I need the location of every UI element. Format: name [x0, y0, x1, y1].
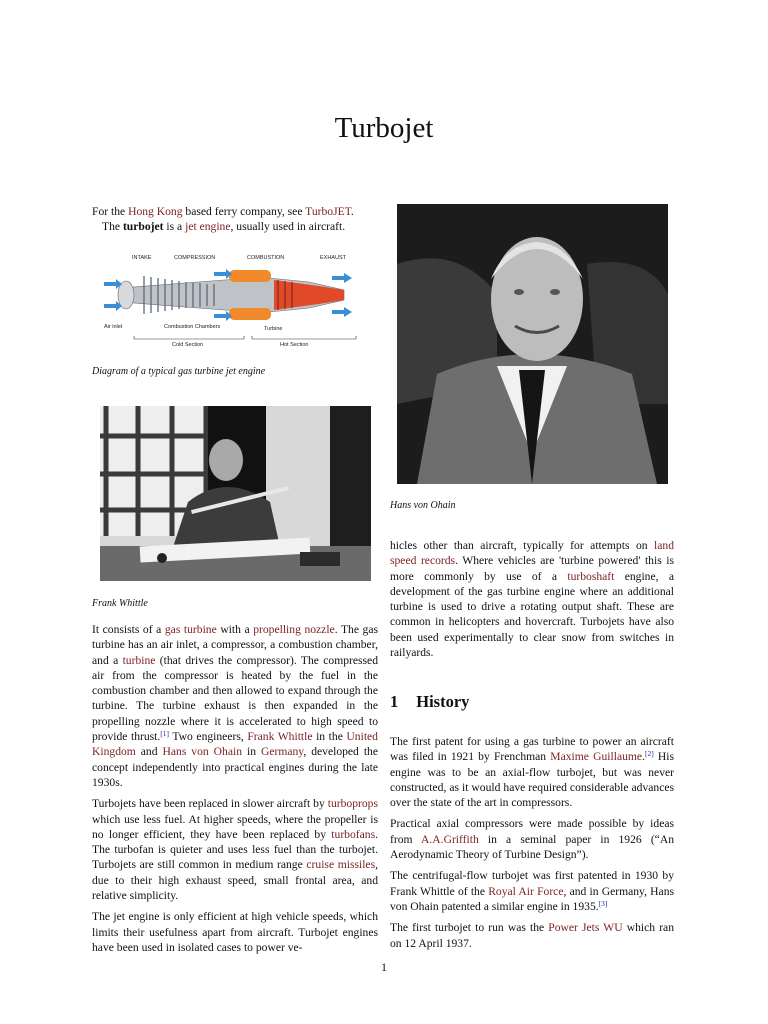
intro-sentence [102, 219, 392, 234]
label-combustion-chambers: Combustion Chambers [164, 324, 221, 330]
whittle-caption: Frank Whittle [92, 598, 148, 609]
link-turboprops[interactable]: turboprops [327, 797, 378, 811]
text-run: in the [312, 730, 347, 744]
label-cold-section: Cold Section [172, 342, 204, 348]
whittle-photo[interactable] [100, 406, 371, 581]
hatnote-text: based ferry company, see [182, 205, 306, 218]
section-title: History [416, 692, 470, 711]
text-run: The centrifugal-flow turbojet was first patented in 1930 by Frank Whittle of the [390, 869, 674, 898]
text-run: . [642, 750, 645, 764]
text-run: The jet engine is only efficient at high vehicle speeds, which limits their usefulness apart from aircraft. Turbojet engines have been used in isolated cases to power ve- [92, 910, 378, 954]
reference-2[interactable]: [2] [644, 749, 654, 759]
link-land-speed-records[interactable]: land speed records [390, 539, 674, 568]
link-cruise-missiles[interactable]: cruise missiles [306, 858, 376, 872]
intro-text: The [102, 220, 123, 233]
right-column-text [390, 538, 674, 666]
text-run: with a [216, 623, 254, 636]
text-run: Two engineers, [169, 730, 248, 744]
history-text [390, 734, 674, 957]
engine-diagram[interactable] [104, 250, 360, 348]
link-turbine[interactable]: turbine [122, 653, 156, 667]
text-run: Practical axial compressors were made possible by ideas from [390, 817, 674, 846]
left-column-text [92, 622, 378, 961]
text-run: (that drives the compressor). The compressed air from the compressor is heated by the fuel in the combustion chamber and then allowed to expand through the turbine. The turbine exhaust is then expanded in the propelling nozzle where it is accelerated to high speed to provide thrust. [92, 653, 378, 744]
link-gas-turbine[interactable]: gas turbine [164, 623, 217, 636]
label-exhaust: EXHAUST [320, 255, 346, 261]
paragraph-replacement [92, 796, 378, 903]
paragraph-vehicles [390, 538, 674, 660]
hatnote-text: . [350, 205, 354, 218]
hatnote-text: For the [92, 205, 129, 218]
text-run: . Where vehicles are 'turbine powered' this is more commonly by use of a [390, 554, 674, 583]
text-run: which ran on 12 April 1937. [390, 921, 674, 950]
text-run: , and in Germany, Hans von Ohain patented a similar engine in 1935. [390, 884, 675, 913]
text-run: The first patent for using a gas turbine to power an aircraft was filed in 1921 by Frenchman [390, 735, 674, 764]
reference-3[interactable]: [3] [598, 898, 608, 908]
link-turbofans[interactable]: turbofans [331, 827, 376, 841]
label-air-inlet: Air inlet [104, 324, 123, 330]
paragraph-first-patent [390, 734, 674, 810]
link-hong-kong[interactable]: Hong Kong [128, 205, 183, 218]
label-hot-section: Hot Section [280, 342, 309, 348]
label-turbine: Turbine [264, 326, 283, 332]
text-run: It consists of a [92, 623, 165, 636]
text-run: , due to their high exhaust speed, small frontal area, and relative simplicity. [92, 858, 378, 903]
link-germany[interactable]: Germany [260, 745, 304, 759]
text-run: engine, a development of the gas turbine engine where an additional turbine is used to drive a rotating output shaft. These are common in helicopters and hovercraft. Turbojets have also been used experimentally to clear snow from switches in railyards. [390, 569, 674, 660]
link-aa-griffith[interactable]: A.A.Griffith [421, 832, 479, 846]
engine-diagram-svg [104, 250, 360, 348]
text-run: and [135, 745, 163, 759]
paragraph-axial-compressors [390, 816, 674, 862]
link-maxime-guillaume[interactable]: Maxime Guillaume [550, 750, 643, 764]
ohain-caption: Hans von Ohain [390, 500, 456, 511]
section-heading-history[interactable] [390, 692, 469, 712]
text-run: . The turbofan is quieter and uses less fuel than the turbojet. Turbojets are still common in medium range [92, 827, 378, 872]
link-propelling-nozzle[interactable]: propelling nozzle [253, 623, 335, 636]
whittle-photo-svg [100, 406, 371, 581]
section-number: 1 [390, 692, 399, 711]
diagram-caption: Diagram of a typical gas turbine jet engine [92, 366, 266, 377]
label-compression: COMPRESSION [174, 255, 216, 261]
page-title: Turbojet [334, 112, 434, 144]
text-run: The first turbojet to run was the [390, 921, 549, 935]
link-power-jets-wu[interactable]: Power Jets WU [548, 921, 623, 935]
intro-text: , usually used in aircraft. [230, 220, 346, 233]
paragraph-first-run [390, 920, 674, 951]
text-run: , developed the concept independently into practical engines during the late 1930s. [92, 745, 378, 789]
paragraph-efficiency [92, 909, 378, 955]
link-turbojet-ferry[interactable]: TurboJET [305, 205, 351, 218]
text-run: hicles other than aircraft, typically for attempts on [390, 539, 655, 552]
ohain-photo[interactable] [397, 204, 668, 484]
intro-text: is a [163, 220, 186, 233]
intro-bold-term: turbojet [122, 220, 164, 233]
hatnote [92, 204, 388, 219]
link-hans-von-ohain[interactable]: Hans von Ohain [162, 745, 242, 759]
text-run: in a seminal paper in 1926 (“An Aerodynamic Theory of Turbine Design”). [390, 832, 674, 862]
link-royal-air-force[interactable]: Royal Air Force [488, 884, 564, 898]
text-run: Turbojets have been replaced in slower aircraft by [92, 797, 328, 811]
text-run: in [242, 745, 261, 759]
link-frank-whittle[interactable]: Frank Whittle [247, 730, 313, 744]
link-turboshaft[interactable]: turboshaft [567, 569, 615, 583]
link-jet-engine[interactable]: jet engine [185, 220, 231, 233]
paragraph-construction [92, 622, 378, 790]
link-united-kingdom[interactable]: United Kingdom [92, 730, 378, 759]
page-number: 1 [381, 960, 387, 974]
text-run: . The gas turbine has an air inlet, a compressor, a combustion chamber, and a [92, 623, 379, 667]
text-run: which use less fuel. At higher speeds, where the propeller is no longer efficient, they have been replaced by [92, 812, 378, 841]
label-combustion: COMBUSTION [247, 255, 285, 261]
reference-1[interactable]: [1] [160, 729, 170, 739]
paragraph-centrifugal [390, 868, 674, 914]
text-run: His engine was to be an axial-flow turbojet, but was never constructed, as it would have required considerable advances over the state of the art in compressors. [390, 750, 675, 810]
label-intake: INTAKE [132, 255, 152, 261]
ohain-photo-svg [397, 204, 668, 484]
